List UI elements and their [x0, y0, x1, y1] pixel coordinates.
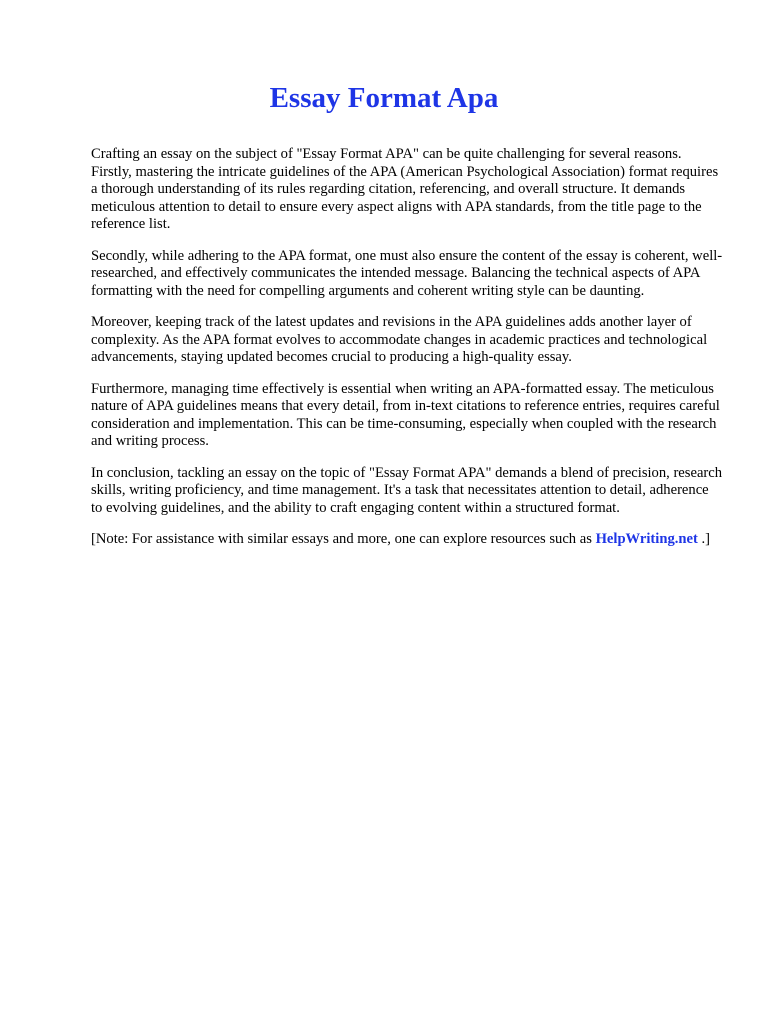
paragraph-1: Crafting an essay on the subject of "Essay Format APA" can be quite challenging for several reasons. Firstly, mastering the intricate guidelines of the APA (American Psychological Association) format requires a thorough understanding of its rules regarding citation, referencing, and overall structure. It demands meticulous attention to detail to ensure every aspect aligns with APA standards, from the title page to the reference list.	[91, 146, 719, 232]
paragraph-3: Moreover, keeping track of the latest updates and revisions in the APA guidelines adds another layer of complexity. As the APA format evolves to accommodate changes in academic practices and technological advancements, staying updated becomes crucial to producing a high-quality essay.	[91, 314, 708, 365]
note-prefix: [Note: For assistance with similar essays and more, one can explore resources such as	[91, 531, 596, 547]
note-paragraph	[91, 531, 723, 549]
helpwriting-link[interactable]: HelpWriting.net	[595, 531, 698, 547]
paragraph-4: Furthermore, managing time effectively is essential when writing an APA-formatted essay. The meticulous nature of APA guidelines means that every detail, from in-text citations to reference entries, requires careful consideration and implementation. This can be time-consuming, especially when coupled with the research and writing process.	[91, 380, 720, 449]
document-body	[91, 146, 723, 563]
paragraph-5: In conclusion, tackling an essay on the topic of "Essay Format APA" demands a blend of precision, research skills, writing proficiency, and time management. It's a task that necessitates attention to detail, adherence to evolving guidelines, and the ability to craft engaging content within a structured format.	[91, 464, 723, 516]
paragraph-2: Secondly, while adhering to the APA format, one must also ensure the content of the essay is coherent, well-researched, and effectively communicates the intended message. Balancing the technical aspects of APA formatting with the need for compelling arguments and coherent writing style can be daunting.	[91, 247, 723, 299]
document-title: Essay Format Apa	[269, 82, 499, 114]
note-suffix: .]	[697, 531, 711, 547]
